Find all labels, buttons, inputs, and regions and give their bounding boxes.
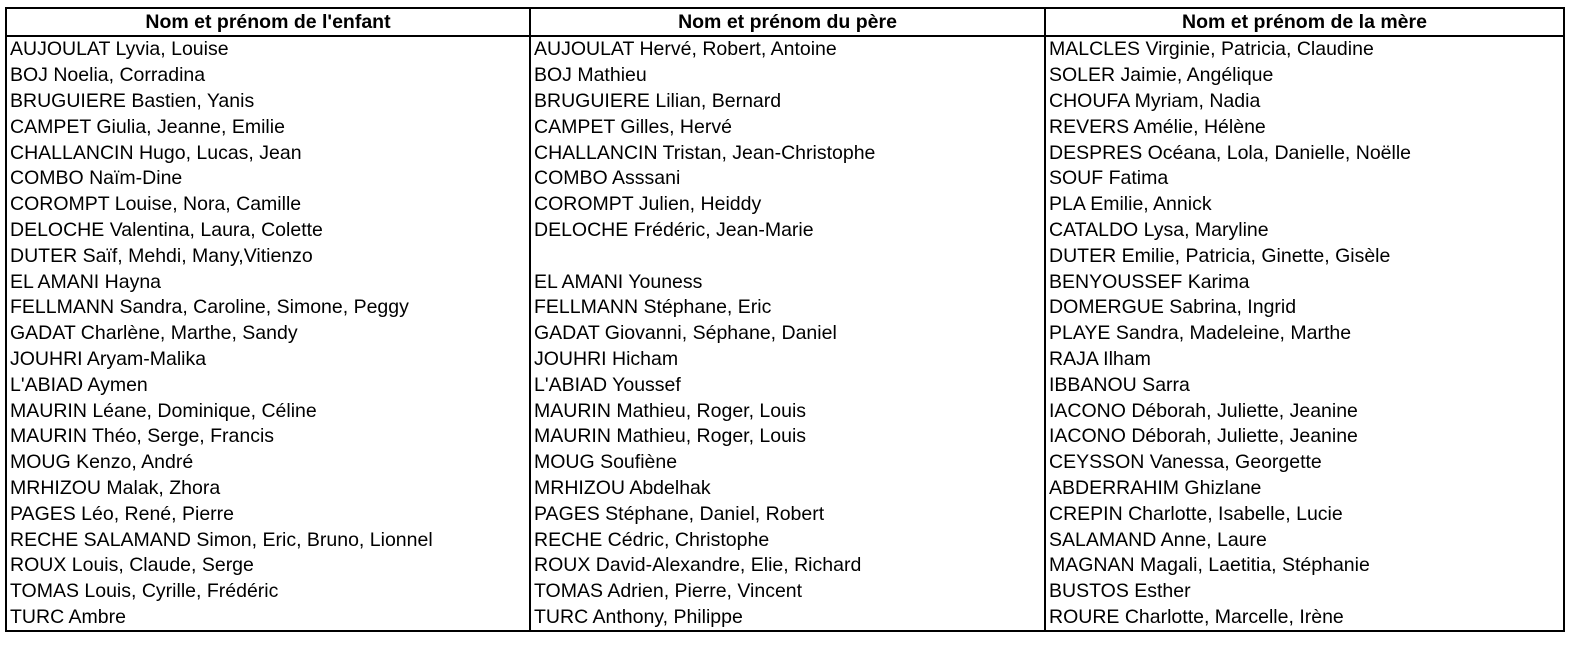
child-name-cell: BRUGUIERE Bastien, Yanis [6, 89, 530, 115]
father-name-cell: RECHE Cédric, Christophe [530, 527, 1045, 553]
header-child-name: Nom et prénom de l'enfant [6, 8, 530, 36]
child-name-cell: MOUG Kenzo, André [6, 450, 530, 476]
mother-name-cell: MAGNAN Magali, Laetitia, Stéphanie [1045, 553, 1564, 579]
father-name-cell: GADAT Giovanni, Séphane, Daniel [530, 321, 1045, 347]
father-name-cell: TOMAS Adrien, Pierre, Vincent [530, 579, 1045, 605]
table-row [6, 269, 1564, 295]
mother-name-cell: DOMERGUE Sabrina, Ingrid [1045, 295, 1564, 321]
mother-name-cell: CATALDO Lysa, Maryline [1045, 218, 1564, 244]
mother-name-cell: DESPRES Océana, Lola, Danielle, Noëlle [1045, 140, 1564, 166]
child-name-cell: MRHIZOU Malak, Zhora [6, 476, 530, 502]
table-row [6, 398, 1564, 424]
child-name-cell: MAURIN Léane, Dominique, Céline [6, 398, 530, 424]
child-name-cell: AUJOULAT Lyvia, Louise [6, 36, 530, 63]
table-row [6, 527, 1564, 553]
father-name-cell: BOJ Mathieu [530, 63, 1045, 89]
father-name-cell: MAURIN Mathieu, Roger, Louis [530, 424, 1045, 450]
mother-name-cell: IBBANOU Sarra [1045, 372, 1564, 398]
child-name-cell: DUTER Saïf, Mehdi, Many,Vitienzo [6, 243, 530, 269]
father-name-cell: TURC Anthony, Philippe [530, 605, 1045, 632]
child-name-cell: BOJ Noelia, Corradina [6, 63, 530, 89]
child-name-cell: PAGES Léo, René, Pierre [6, 501, 530, 527]
table-row [6, 501, 1564, 527]
mother-name-cell: CHOUFA Myriam, Nadia [1045, 89, 1564, 115]
mother-name-cell: MALCLES Virginie, Patricia, Claudine [1045, 36, 1564, 63]
mother-name-cell: CEYSSON Vanessa, Georgette [1045, 450, 1564, 476]
mother-name-cell: SOLER Jaimie, Angélique [1045, 63, 1564, 89]
child-name-cell: ROUX Louis, Claude, Serge [6, 553, 530, 579]
table-row [6, 553, 1564, 579]
table-row [6, 89, 1564, 115]
mother-name-cell: CREPIN Charlotte, Isabelle, Lucie [1045, 501, 1564, 527]
mother-name-cell: ABDERRAHIM Ghizlane [1045, 476, 1564, 502]
mother-name-cell: SOUF Fatima [1045, 166, 1564, 192]
father-name-cell: PAGES Stéphane, Daniel, Robert [530, 501, 1045, 527]
father-name-cell: MRHIZOU Abdelhak [530, 476, 1045, 502]
father-name-cell: ROUX David-Alexandre, Elie, Richard [530, 553, 1045, 579]
table-row [6, 218, 1564, 244]
mother-name-cell: DUTER Emilie, Patricia, Ginette, Gisèle [1045, 243, 1564, 269]
table-row [6, 605, 1564, 632]
child-name-cell: MAURIN Théo, Serge, Francis [6, 424, 530, 450]
mother-name-cell: BUSTOS Esther [1045, 579, 1564, 605]
table-row [6, 372, 1564, 398]
father-name-cell: BRUGUIERE Lilian, Bernard [530, 89, 1045, 115]
father-name-cell: L'ABIAD Youssef [530, 372, 1045, 398]
child-name-cell: TOMAS Louis, Cyrille, Frédéric [6, 579, 530, 605]
table-row [6, 476, 1564, 502]
table-row [6, 321, 1564, 347]
mother-name-cell: IACONO Déborah, Juliette, Jeanine [1045, 398, 1564, 424]
father-name-cell: FELLMANN Stéphane, Eric [530, 295, 1045, 321]
father-name-cell: MOUG Soufiène [530, 450, 1045, 476]
table-row [6, 192, 1564, 218]
father-name-cell: JOUHRI Hicham [530, 347, 1045, 373]
child-name-cell: COMBO Naïm-Dine [6, 166, 530, 192]
mother-name-cell: ROURE Charlotte, Marcelle, Irène [1045, 605, 1564, 632]
mother-name-cell: PLA Emilie, Annick [1045, 192, 1564, 218]
table-row [6, 63, 1564, 89]
table-row [6, 140, 1564, 166]
table-header [6, 8, 1564, 36]
table-row [6, 579, 1564, 605]
father-name-cell [530, 243, 1045, 269]
header-row [6, 8, 1564, 36]
father-name-cell: CAMPET Gilles, Hervé [530, 114, 1045, 140]
father-name-cell: EL AMANI Youness [530, 269, 1045, 295]
father-name-cell: COMBO Asssani [530, 166, 1045, 192]
father-name-cell: MAURIN Mathieu, Roger, Louis [530, 398, 1045, 424]
father-name-cell: CHALLANCIN Tristan, Jean-Christophe [530, 140, 1045, 166]
header-father-name: Nom et prénom du père [530, 8, 1045, 36]
mother-name-cell: REVERS Amélie, Hélène [1045, 114, 1564, 140]
mother-name-cell: IACONO Déborah, Juliette, Jeanine [1045, 424, 1564, 450]
header-mother-name: Nom et prénom de la mère [1045, 8, 1564, 36]
father-name-cell: COROMPT Julien, Heiddy [530, 192, 1045, 218]
father-name-cell: AUJOULAT Hervé, Robert, Antoine [530, 36, 1045, 63]
table-row [6, 243, 1564, 269]
table-row [6, 424, 1564, 450]
child-name-cell: L'ABIAD Aymen [6, 372, 530, 398]
table-row [6, 114, 1564, 140]
child-name-cell: COROMPT Louise, Nora, Camille [6, 192, 530, 218]
child-name-cell: CAMPET Giulia, Jeanne, Emilie [6, 114, 530, 140]
child-name-cell: RECHE SALAMAND Simon, Eric, Bruno, Lionnel [6, 527, 530, 553]
child-name-cell: CHALLANCIN Hugo, Lucas, Jean [6, 140, 530, 166]
child-name-cell: TURC Ambre [6, 605, 530, 632]
mother-name-cell: SALAMAND Anne, Laure [1045, 527, 1564, 553]
child-name-cell: GADAT Charlène, Marthe, Sandy [6, 321, 530, 347]
child-name-cell: DELOCHE Valentina, Laura, Colette [6, 218, 530, 244]
table-body [6, 36, 1564, 631]
child-name-cell: EL AMANI Hayna [6, 269, 530, 295]
mother-name-cell: PLAYE Sandra, Madeleine, Marthe [1045, 321, 1564, 347]
child-name-cell: JOUHRI Aryam-Malika [6, 347, 530, 373]
child-name-cell: FELLMANN Sandra, Caroline, Simone, Peggy [6, 295, 530, 321]
table-row [6, 36, 1564, 63]
table-row [6, 347, 1564, 373]
birth-register-table [5, 7, 1565, 632]
mother-name-cell: RAJA Ilham [1045, 347, 1564, 373]
table-row [6, 295, 1564, 321]
table-row [6, 166, 1564, 192]
mother-name-cell: BENYOUSSEF Karima [1045, 269, 1564, 295]
father-name-cell: DELOCHE Frédéric, Jean-Marie [530, 218, 1045, 244]
table-row [6, 450, 1564, 476]
